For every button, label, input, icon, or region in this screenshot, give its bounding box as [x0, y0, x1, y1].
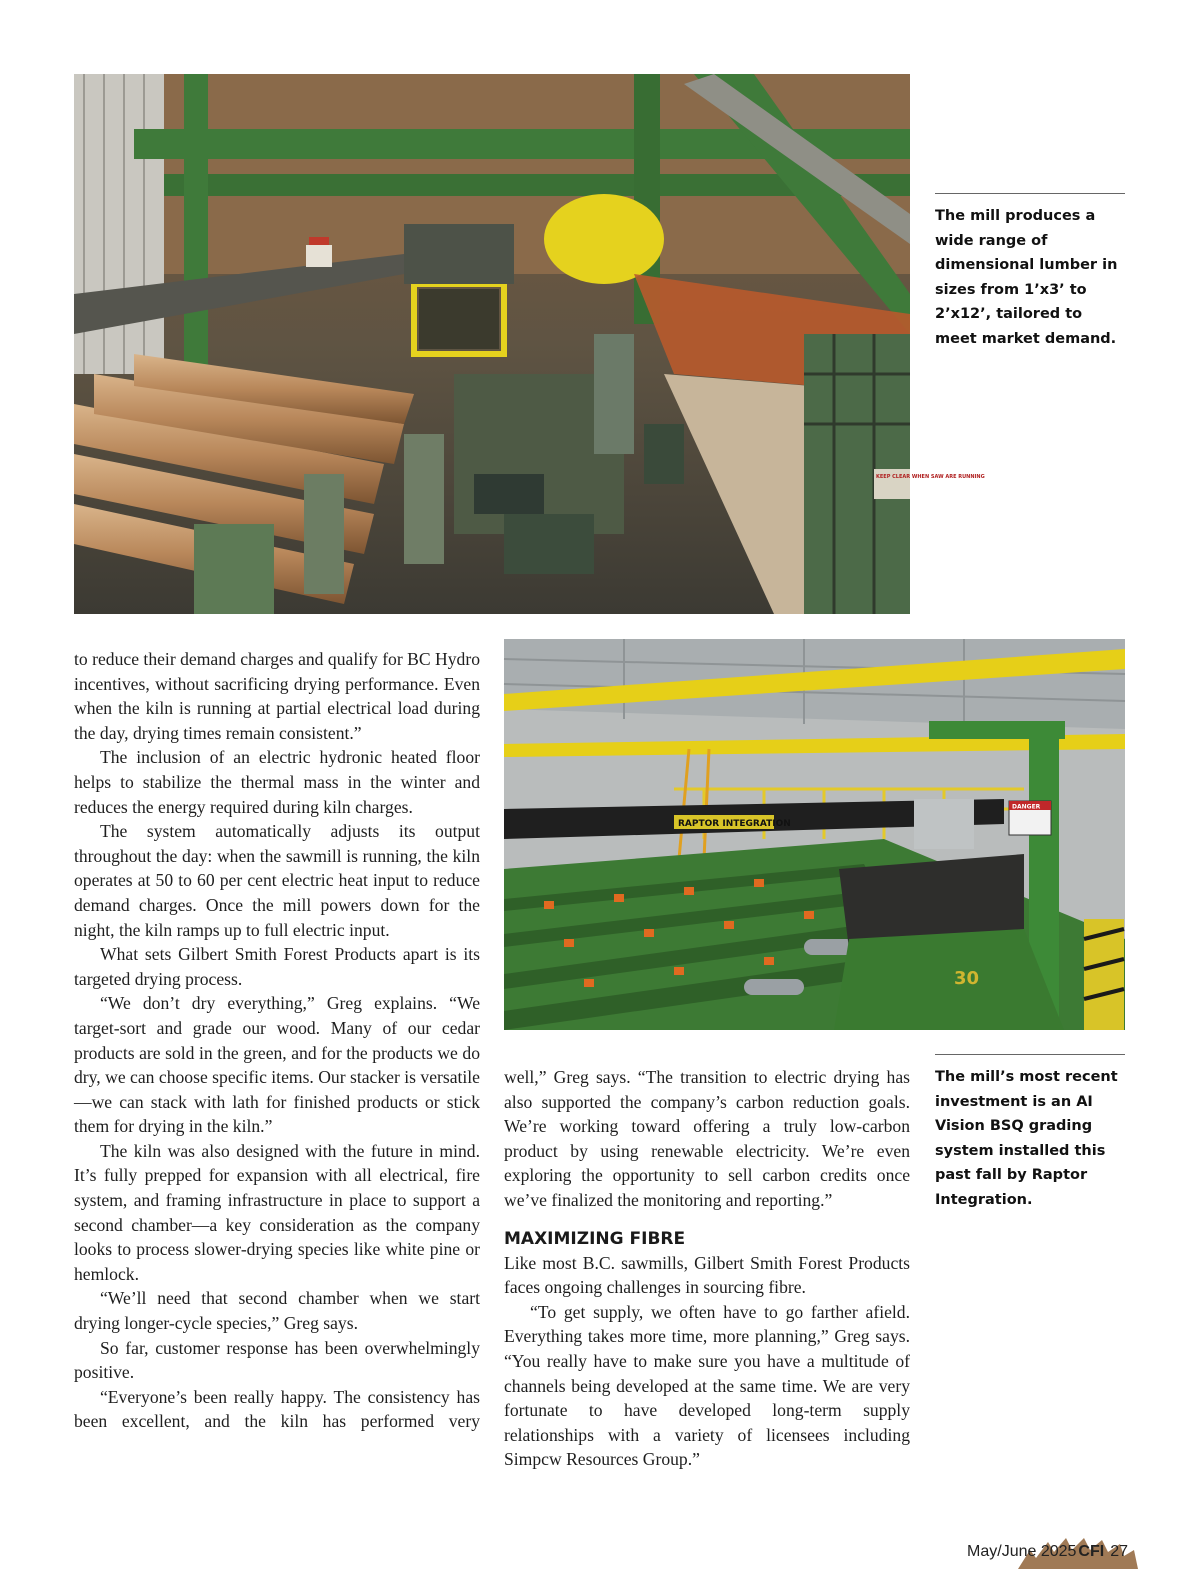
gantry-sign-text: RAPTOR INTEGRATION: [678, 819, 791, 829]
section-heading: MAXIMIZING FIBRE: [504, 1228, 686, 1249]
issue-date: May/June 2025: [967, 1543, 1077, 1560]
sawmill-photo: [74, 74, 985, 614]
grading-photo-caption: [935, 1054, 1125, 1212]
paragraph: “We don’t dry everything,” Greg explains. “We target-sort and grade our wood. Many of our cedar products are sold in the green, and for the products we do dry, we can choose specific items. Our stacker is versatile—we can stack with lath for finished products or stick them for drying in the kiln.”: [74, 993, 480, 1137]
page-number: 27: [1110, 1543, 1128, 1560]
caption-text: The mill’s most recent investment is an AI Vision BSQ grading system installed this past fall by Raptor Integration.: [935, 1069, 1118, 1208]
caption-text: The mill produces a wide range of dimensional lumber in sizes from 1’x3’ to 2’x12’, tailored to meet market demand.: [935, 208, 1118, 347]
sawmill-photo-caption: [935, 193, 1125, 351]
paragraph: So far, customer response has been overwhelmingly positive.: [74, 1337, 480, 1383]
article-left-column: [74, 647, 480, 1434]
svg-text:30: [954, 968, 979, 989]
paragraph: What sets Gilbert Smith Forest Products apart is its targeted drying process.: [74, 944, 480, 989]
article-right-column: [504, 1065, 910, 1472]
svg-text:KEEP CLEAR WHEN SAW ARE RUNNIN: [876, 474, 985, 480]
paragraph: Like most B.C. sawmills, Gilbert Smith Forest Products faces ongoing challenges in sourcing fibre.: [504, 1252, 910, 1298]
svg-text:RAPTOR INTEGRATION: [678, 819, 791, 829]
wall-sign-text: KEEP CLEAR WHEN SAW ARE RUNNING: [876, 474, 985, 480]
machine-number-text: 30: [954, 968, 980, 989]
paragraph: The kiln was also designed with the future in mind. It’s fully prepped for expansion with all electrical, fire system, and framing infrastructure in place to support a second chamber—a key consideration as the company looks to process slower-drying species like white pine or hemlock.: [74, 1140, 480, 1284]
paragraph: “To get supply, we often have to go farther afield. Everything takes more time, more planning,” Greg says. “You really have to make sure you have a multitude of channels being developed at the same time. We are very fortunate to have developed long-term supply relationships with a variety of licensees including Simpcw Resources Group.”: [504, 1301, 910, 1470]
paragraph: well,” Greg says. “The transition to electric drying has also supported the company’s carbon reduction goals. We’re working toward offering a truly low-carbon product by using renewable electricity. We’re even exploring the opportunity to sell carbon credits once we’ve finalized the monitoring and reporting.”: [504, 1067, 910, 1210]
paragraph: The system automatically adjusts its output throughout the day: when the sawmill is running, the kiln operates at 50 to 60 per cent electric heat input to reduce demand charges. Once the mill powers down for the night, the kiln ramps up to full electric input.: [74, 821, 480, 940]
svg-text:DANGER: [1012, 804, 1041, 811]
paragraph: “We’ll need that second chamber when we start drying longer-cycle species,” Greg says.: [74, 1288, 480, 1334]
grading-system-photo: [504, 639, 1125, 1030]
danger-sign-text: DANGER: [1012, 803, 1041, 811]
paragraph: “Everyone’s been really happy. The consistency has been excellent, and the kiln has performed very: [74, 1386, 480, 1432]
page-footer: [967, 1543, 1128, 1561]
magazine-name: CFI: [1078, 1543, 1105, 1560]
paragraph: The inclusion of an electric hydronic heated floor helps to stabilize the thermal mass in the winter and reduces the energy required during kiln charges.: [74, 747, 480, 817]
paragraph: to reduce their demand charges and qualify for BC Hydro incentives, without sacrificing drying performance. Even when the kiln is running at partial electrical load during the day, drying times remain consistent.”: [74, 649, 480, 743]
